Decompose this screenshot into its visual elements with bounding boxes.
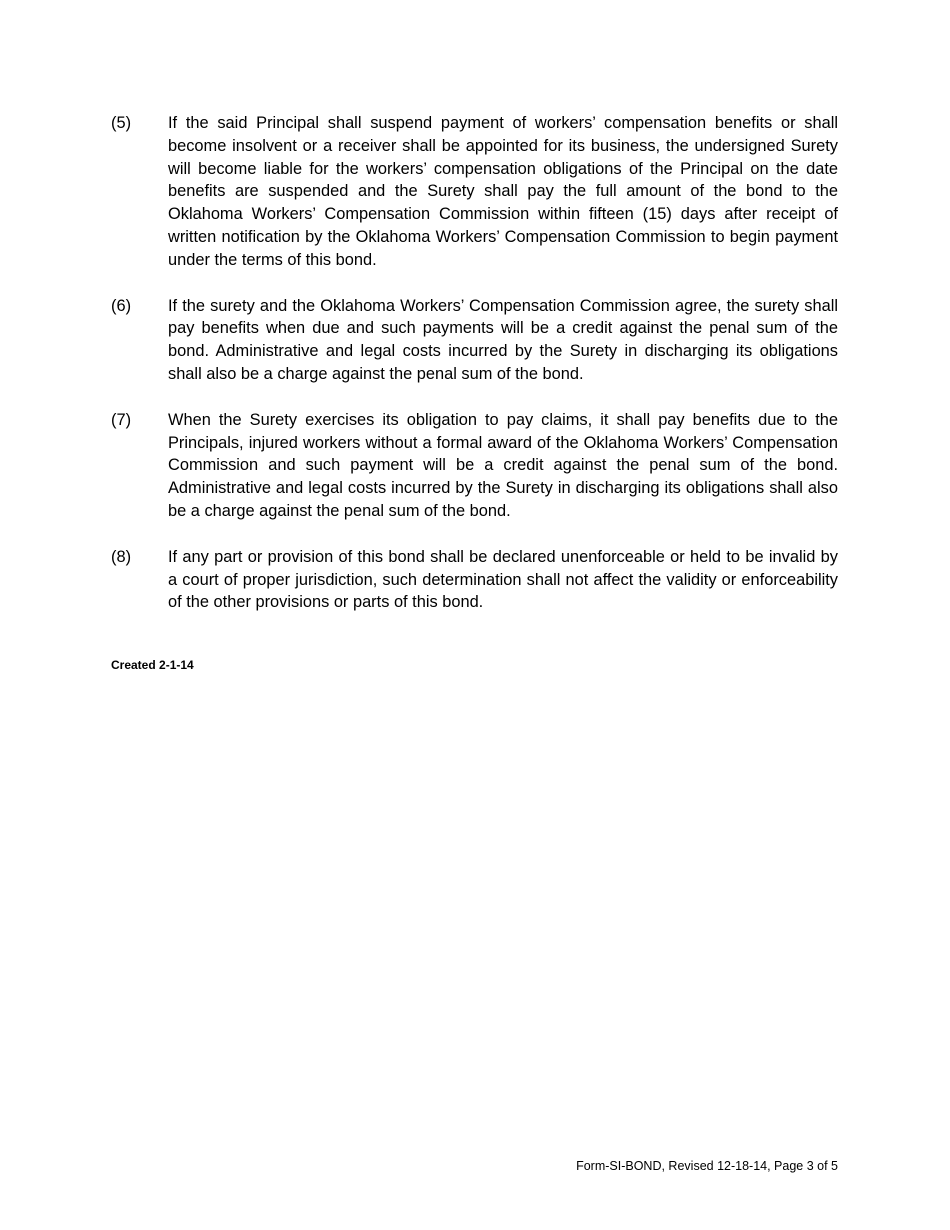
clause-number: (5) xyxy=(111,114,132,132)
page-footer: Form-SI-BOND, Revised 12-18-14, Page 3 of 5 xyxy=(576,1159,838,1173)
clause-number: (8) xyxy=(111,547,132,566)
clause-text: When the Surety exercises its obligation to pay claims, it shall pay benefits due to the Principals, injured workers without a formal award of the Oklahoma Workers’ Compensation Commission and such payment will be a credit against the penal sum of the bond. Administrative and legal costs incurred by the Surety in discharging its obligations shall also be a charge against the penal sum of the bond. xyxy=(168,410,838,520)
clause-number: (7) xyxy=(111,410,132,429)
clause-7 xyxy=(111,409,838,523)
clause-text: If any part or provision of this bond shall be declared unenforceable or held to be invalid by a court of proper jurisdiction, such determination shall not affect the validity or enforceability of the other provisions or parts of this bond. xyxy=(168,547,838,612)
clause-number: (6) xyxy=(111,296,132,315)
bond-clauses xyxy=(111,112,838,637)
clause-8 xyxy=(111,546,838,614)
clause-text: If the said Principal shall suspend payment of workers’ compensation benefits or shall become insolvent or a receiver shall be appointed for its business, the undersigned Surety will become liable for the workers’ compensation obligations of the Principal on the date benefits are suspended and the Surety shall pay the full amount of the bond to the Oklahoma Workers’ Compensation Commission within fifteen (15) days after receipt of written notification by the Oklahoma Workers’ Compensation Commission to begin payment under the terms of this bond. xyxy=(168,114,838,269)
clause-5 xyxy=(111,112,838,272)
clause-text: If the surety and the Oklahoma Workers’ Compensation Commission agree, the surety shall pay benefits when due and such payments will be a credit against the penal sum of the bond. Administrative and legal costs incurred by the Surety in discharging its obligations shall also be a charge against the penal sum of the bond. xyxy=(168,296,838,383)
clause-6 xyxy=(111,295,838,386)
created-date-label: Created 2-1-14 xyxy=(111,658,194,672)
